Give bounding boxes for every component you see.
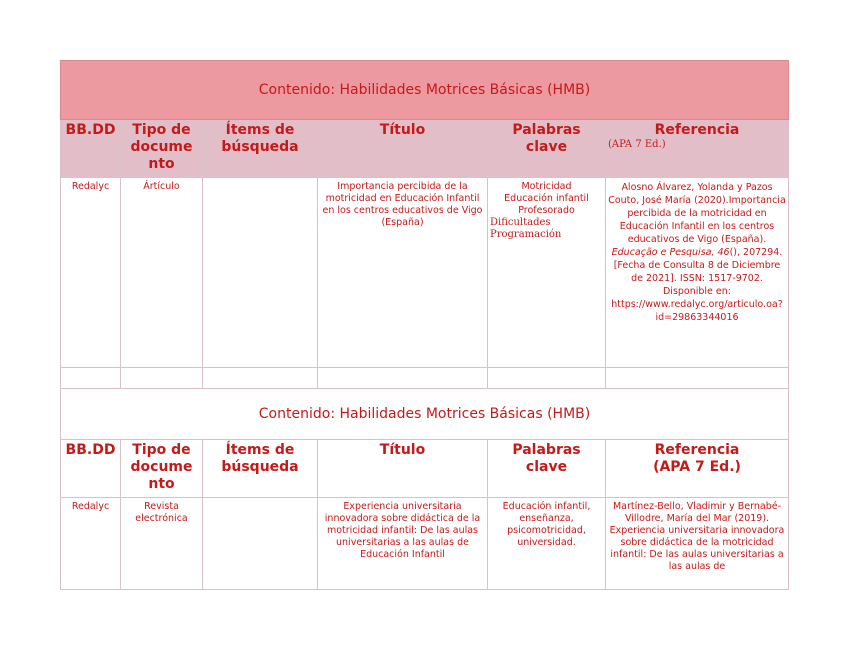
cell-palabras bbox=[488, 178, 606, 368]
cell-tipo-line: Revista bbox=[144, 501, 179, 512]
empty-cell bbox=[61, 368, 121, 389]
keyword: Educación infantil bbox=[504, 193, 589, 204]
header-palabras bbox=[488, 440, 606, 498]
section-title-row bbox=[61, 61, 789, 120]
cell-items bbox=[203, 178, 318, 368]
header-tipo-line: docume bbox=[130, 459, 193, 475]
header-tipo bbox=[121, 440, 203, 498]
header-palabras-line: clave bbox=[525, 139, 568, 155]
header-titulo: Título bbox=[318, 440, 488, 498]
references-table bbox=[60, 60, 789, 590]
header-tipo-line: docume bbox=[130, 139, 193, 155]
cell-tipo: Ártículo bbox=[121, 178, 203, 368]
reference-journal: Educação e Pesquisa, 46 bbox=[611, 247, 730, 258]
cell-titulo: Importancia percibida de la motricidad en Educación Infantil en los centros educativos de Vigo (España) bbox=[318, 178, 488, 368]
empty-cell bbox=[318, 368, 488, 389]
header-items-line: búsqueda bbox=[221, 459, 299, 475]
header-items-line: Ítems de bbox=[225, 442, 295, 458]
header-palabras-line: Palabras bbox=[512, 442, 581, 458]
header-tipo-line: Tipo de bbox=[132, 122, 191, 138]
header-titulo: Título bbox=[318, 120, 488, 178]
header-referencia-line: (APA 7 Ed.) bbox=[653, 459, 741, 475]
cell-bbdd: Redalyc bbox=[61, 498, 121, 590]
keyword: Profesorado bbox=[518, 205, 575, 216]
section-title-row bbox=[61, 389, 789, 440]
header-tipo-line: nto bbox=[148, 156, 175, 172]
cell-tipo-line: electrónica bbox=[135, 513, 188, 524]
cell-referencia bbox=[606, 498, 789, 590]
header-palabras bbox=[488, 120, 606, 178]
header-row bbox=[61, 440, 789, 498]
cell-tipo bbox=[121, 498, 203, 590]
header-tipo-line: Tipo de bbox=[132, 442, 191, 458]
header-referencia-sub: (APA 7 Ed.) bbox=[608, 139, 666, 150]
section-title: Contenido: Habilidades Motrices Básicas (HMB) bbox=[61, 61, 789, 120]
document-page bbox=[60, 60, 788, 590]
section-title: Contenido: Habilidades Motrices Básicas (HMB) bbox=[61, 389, 789, 440]
cell-bbdd: Redalyc bbox=[61, 178, 121, 368]
header-bbdd: BB.DD bbox=[61, 440, 121, 498]
empty-cell bbox=[606, 368, 789, 389]
header-row bbox=[61, 120, 789, 178]
header-items-line: Ítems de bbox=[225, 122, 295, 138]
header-items-line: búsqueda bbox=[221, 139, 299, 155]
header-palabras-line: Palabras bbox=[512, 122, 581, 138]
header-items bbox=[203, 120, 318, 178]
reference-text: (), 207294. [Fecha de Consulta 8 de Diciembre de 2021]. ISSN: 1517-9702. Disponible en: https://www.redalyc.org/articulo.oa?id=29863344016 bbox=[611, 247, 783, 323]
keyword: Dificultades bbox=[490, 217, 551, 228]
table-row bbox=[61, 178, 789, 368]
header-tipo bbox=[121, 120, 203, 178]
header-referencia bbox=[606, 120, 789, 178]
reference-text: Alosno Álvarez, Yolanda y Pazos Couto, José María (2020).Importancia percibida de la motricidad en Educación Infantil en los centros educativos de Vigo (España). bbox=[608, 182, 786, 245]
empty-cell bbox=[203, 368, 318, 389]
cell-titulo: Experiencia universitaria innovadora sobre didáctica de la motricidad infantil: De las aulas universitarias a las aulas de Educación Infantil bbox=[318, 498, 488, 590]
empty-cell bbox=[121, 368, 203, 389]
header-tipo-line: nto bbox=[148, 476, 175, 492]
empty-row bbox=[61, 368, 789, 389]
cell-palabras: Educación infantil, enseñanza, psicomotricidad, universidad. bbox=[488, 498, 606, 590]
table-row bbox=[61, 498, 789, 590]
header-palabras-line: clave bbox=[525, 459, 568, 475]
empty-cell bbox=[488, 368, 606, 389]
header-items bbox=[203, 440, 318, 498]
header-referencia-line: Referencia bbox=[654, 122, 740, 138]
cell-items bbox=[203, 498, 318, 590]
keyword: Programación bbox=[490, 229, 562, 240]
header-referencia-line: Referencia bbox=[654, 442, 740, 458]
reference-clip bbox=[608, 501, 786, 589]
keyword: Motricidad bbox=[521, 181, 572, 192]
header-referencia bbox=[606, 440, 789, 498]
header-bbdd: BB.DD bbox=[61, 120, 121, 178]
reference-text: Martínez-Bello, Vladimir y Bernabé-Villodre, María del Mar (2019). Experiencia universitaria innovadora sobre didáctica de la motricidad infantil: De las aulas universitarias a las aulas de bbox=[609, 501, 785, 572]
cell-referencia bbox=[606, 178, 789, 368]
